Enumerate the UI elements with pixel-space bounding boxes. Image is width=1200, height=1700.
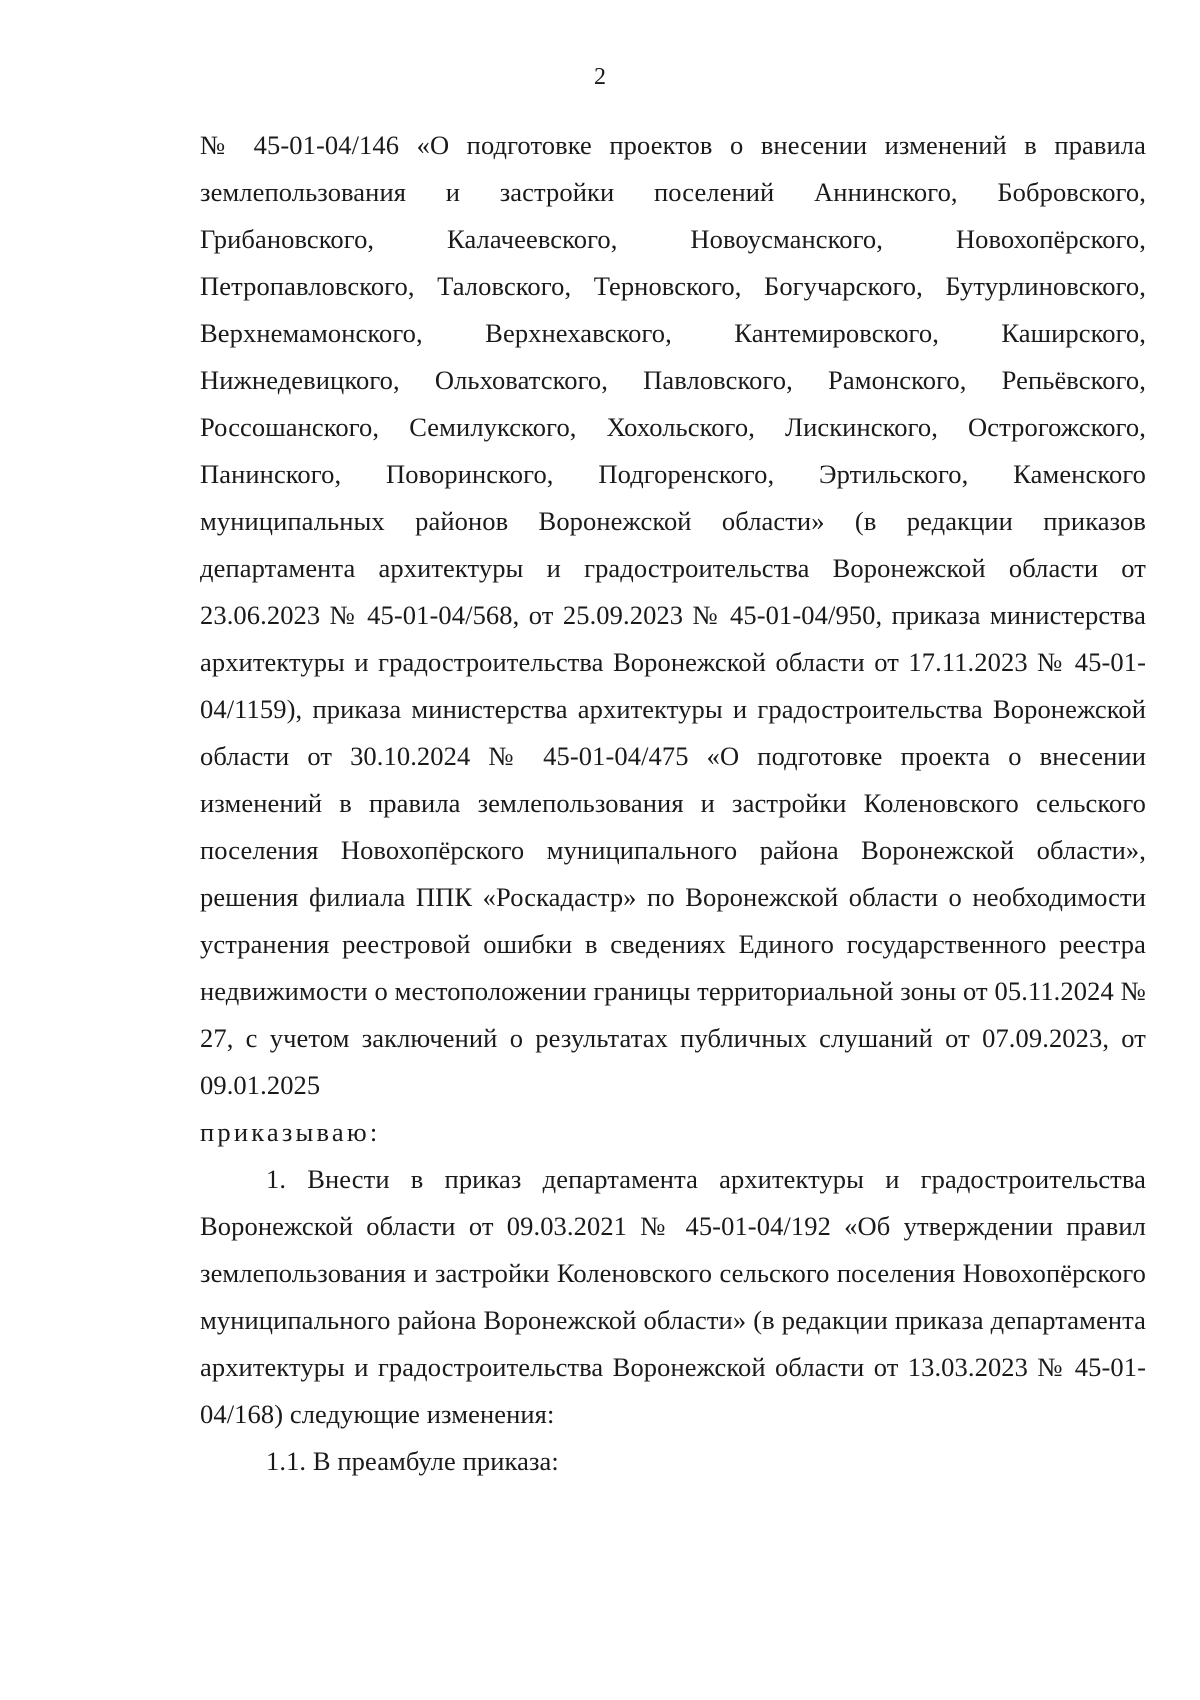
item-1-1-paragraph: 1.1. В преамбуле приказа:	[266, 1446, 559, 1476]
page-number: 2	[594, 64, 606, 90]
document-body	[200, 122, 1146, 1485]
item-1-paragraph: 1. Внести в приказ департамента архитектуры и градостроительства Воронежской области от 09.03.2021 № 45-01-04/192 «Об утверждении правил землепользования и застройки Коленовского сельского поселения Новохопёрского муниципального района Воронежской области» (в редакции приказа департамента архитектуры и градостроительства Воронежской области от 13.03.2023 № 45-01-04/168) следующие изменения:	[200, 1164, 1146, 1429]
order-word: приказываю:	[200, 1117, 381, 1147]
preamble-paragraph: № 45-01-04/146 «О подготовке проектов о внесении изменений в правила землепользования и застройки поселений Аннинского, Бобровского, Грибановского, Калачеевского, Новоусманского, Новохопёрского, Петропавловского, Таловского, Терновского, Богучарского, Бутурлиновского, Верхнемамонского, Верхнехавского, Кантемировского, Каширского, Нижнедевицкого, Ольховатского, Павловского, Рамонского, Репьёвского, Россошанского, Семилукского, Хохольского, Лискинского, Острогожского, Панинского, Поворинского, Подгоренского, Эртильского, Каменского муниципальных районов Воронежской области» (в редакции приказов департамента архитектуры и градостроительства Воронежской области от 23.06.2023 № 45-01-04/568, от 25.09.2023 № 45-01-04/950, приказа министерства архитектуры и градостроительства Воронежской области от 17.11.2023 № 45-01-04/1159), приказа министерства архитектуры и градостроительства Воронежской области от 30.10.2024 № 45-01-04/475 «О подготовке проекта о внесении изменений в правила землепользования и застройки Коленовского сельского поселения Новохопёрского муниципального района Воронежской области», решения филиала ППК «Роскадастр» по Воронежской области о необходимости устранения реестровой ошибки в сведениях Единого государственного реестра недвижимости о местоположении границы территориальной зоны от 05.11.2024 № 27, с учетом заключений о результатах публичных слушаний от 07.09.2023, от 09.01.2025	[200, 130, 1146, 1100]
